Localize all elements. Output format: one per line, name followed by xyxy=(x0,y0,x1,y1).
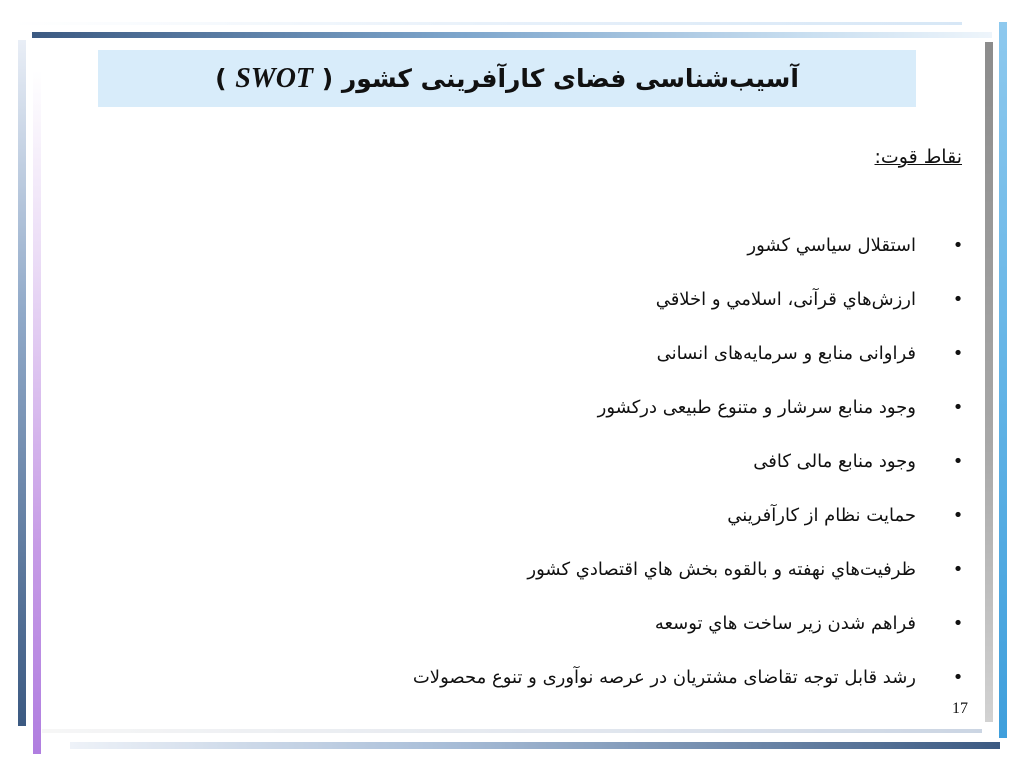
list-item xyxy=(206,232,966,286)
bullet-icon: • xyxy=(952,397,964,418)
list-item xyxy=(206,664,966,718)
slide-title-box xyxy=(98,50,916,107)
bullet-icon: • xyxy=(952,343,964,364)
frame-left-dark-bar xyxy=(18,40,26,726)
list-item-text: ارزش‌هاي قرآنی، اسلامي و اخلاقي xyxy=(655,289,916,310)
bullet-icon: • xyxy=(952,451,964,472)
list-item xyxy=(206,502,966,556)
slide-title-swot: SWOT xyxy=(235,62,314,94)
list-item-text: فراهم شدن زیر ساخت هاي توسعه xyxy=(654,613,916,634)
bullet-icon: • xyxy=(952,289,964,310)
list-item-text: حمایت نظام از كارآفريني xyxy=(727,505,916,526)
frame-left-purple-bar xyxy=(33,70,41,754)
bullet-icon: • xyxy=(952,505,964,526)
frame-bottom-dark-bar xyxy=(70,742,1000,749)
list-item xyxy=(206,286,966,340)
page-number: 17 xyxy=(952,700,968,717)
strengths-list xyxy=(206,232,966,718)
strengths-heading: نقاط قوت: xyxy=(874,146,962,168)
frame-right-blue-bar xyxy=(999,22,1007,738)
list-item xyxy=(206,556,966,610)
list-item-text: وجود منابع مالی کافی xyxy=(753,451,916,472)
list-item xyxy=(206,394,966,448)
bullet-icon: • xyxy=(952,235,964,256)
list-item xyxy=(206,340,966,394)
list-item xyxy=(206,610,966,664)
frame-bottom-light-bar xyxy=(42,729,982,733)
frame-right-gray-bar xyxy=(985,42,993,722)
slide-title-paren-open: ( xyxy=(321,63,334,93)
bullet-icon: • xyxy=(952,667,964,688)
frame-top-thin-bar xyxy=(12,22,962,25)
list-item-text: فراوانی منابع و سرمایه‌های انسانی xyxy=(656,343,916,364)
list-item xyxy=(206,448,966,502)
list-item-text: رشد قابل توجه تقاضای مشتریان در عرصه نوآوری و تنوع محصولات xyxy=(412,667,916,688)
slide-title-paren-close: ) xyxy=(215,63,227,93)
slide-title-text: آسیب‌شناسی فضای کارآفرینی کشور xyxy=(341,63,799,93)
list-item-text: وجود منابع سرشار و متنوع طبیعی درکشور xyxy=(597,397,916,418)
list-item-text: ظرفیت‌هاي نهفته و بالقوه بخش هاي اقتصادي كشور xyxy=(527,559,916,580)
slide-title xyxy=(215,63,799,95)
list-item-text: استقلال سیاسي كشور xyxy=(747,235,916,256)
bullet-icon: • xyxy=(952,559,964,580)
bullet-icon: • xyxy=(952,613,964,634)
frame-top-bar xyxy=(32,32,992,38)
